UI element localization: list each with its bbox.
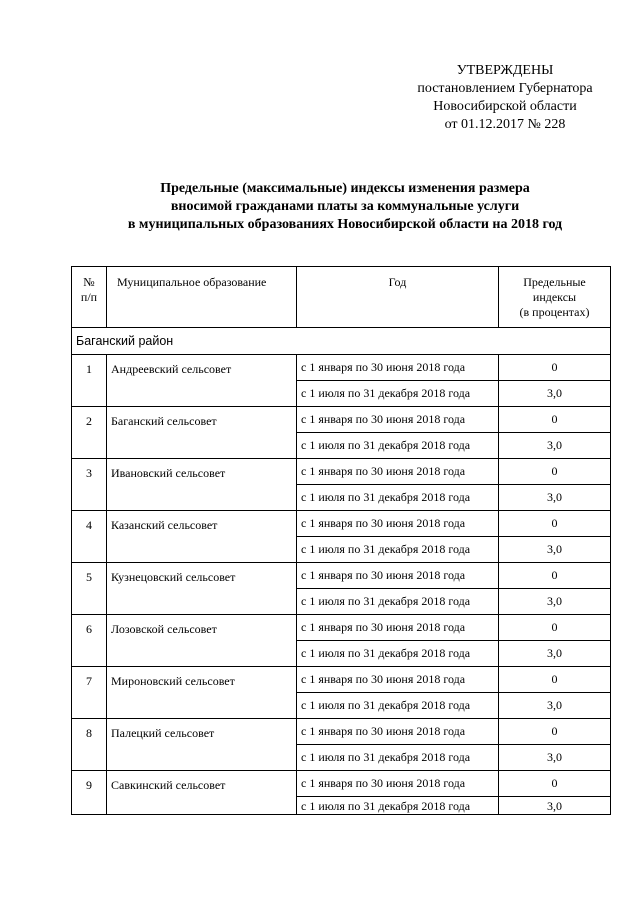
period-first-half: с 1 января по 30 июня 2018 года bbox=[297, 615, 499, 641]
table-row bbox=[72, 615, 611, 641]
municipality-name: Андреевский сельсовет bbox=[107, 355, 297, 407]
municipality-name: Баганский сельсовет bbox=[107, 407, 297, 459]
table-row bbox=[72, 563, 611, 589]
header-number-line-1: № bbox=[83, 275, 95, 289]
district-name: Баганский район bbox=[72, 328, 611, 355]
table-row bbox=[72, 719, 611, 745]
header-number bbox=[72, 267, 107, 328]
municipality-name: Лозовской сельсовет bbox=[107, 615, 297, 667]
approval-heading: УТВЕРЖДЕНЫ bbox=[456, 63, 554, 78]
municipality-name: Палецкий сельсовет bbox=[107, 719, 297, 771]
index-second-half: 3,0 bbox=[499, 381, 611, 407]
index-first-half: 0 bbox=[499, 719, 611, 745]
index-second-half: 3,0 bbox=[499, 641, 611, 667]
index-second-half: 3,0 bbox=[499, 589, 611, 615]
period-first-half: с 1 января по 30 июня 2018 года bbox=[297, 355, 499, 381]
row-number: 7 bbox=[72, 667, 107, 719]
district-row bbox=[72, 328, 611, 355]
period-second-half: с 1 июля по 31 декабря 2018 года bbox=[297, 381, 499, 407]
header-year: Год bbox=[297, 267, 499, 328]
period-second-half: с 1 июля по 31 декабря 2018 года bbox=[297, 797, 499, 815]
table-row bbox=[72, 771, 611, 797]
index-first-half: 0 bbox=[499, 563, 611, 589]
table-row bbox=[72, 459, 611, 485]
document-title bbox=[60, 180, 630, 234]
row-number: 1 bbox=[72, 355, 107, 407]
header-index-line-1: Предельные bbox=[523, 275, 586, 289]
period-first-half: с 1 января по 30 июня 2018 года bbox=[297, 407, 499, 433]
approval-stamp bbox=[400, 62, 610, 134]
row-number: 2 bbox=[72, 407, 107, 459]
index-second-half: 3,0 bbox=[499, 537, 611, 563]
row-number: 3 bbox=[72, 459, 107, 511]
index-second-half: 3,0 bbox=[499, 693, 611, 719]
header-number-line-2: п/п bbox=[80, 290, 98, 304]
municipality-name: Мироновский сельсовет bbox=[107, 667, 297, 719]
period-second-half: с 1 июля по 31 декабря 2018 года bbox=[297, 745, 499, 771]
row-number: 9 bbox=[72, 771, 107, 815]
approval-decree: постановлением Губернатора bbox=[417, 81, 593, 96]
approval-region: Новосибирской области bbox=[433, 99, 577, 114]
index-first-half: 0 bbox=[499, 511, 611, 537]
period-second-half: с 1 июля по 31 декабря 2018 года bbox=[297, 589, 499, 615]
header-municipality: Муниципальное образование bbox=[107, 267, 297, 328]
period-first-half: с 1 января по 30 июня 2018 года bbox=[297, 459, 499, 485]
row-number: 4 bbox=[72, 511, 107, 563]
index-first-half: 0 bbox=[499, 459, 611, 485]
row-number: 5 bbox=[72, 563, 107, 615]
municipality-name: Савкинский сельсовет bbox=[107, 771, 297, 815]
title-line-3: в муниципальных образованиях Новосибирской области на 2018 год bbox=[127, 217, 563, 232]
table-row bbox=[72, 407, 611, 433]
period-first-half: с 1 января по 30 июня 2018 года bbox=[297, 771, 499, 797]
indices-table bbox=[71, 266, 611, 815]
title-line-2: вносимой гражданами платы за коммунальные услуги bbox=[170, 199, 520, 214]
approval-date-number: от 01.12.2017 № 228 bbox=[444, 117, 566, 132]
period-second-half: с 1 июля по 31 декабря 2018 года bbox=[297, 537, 499, 563]
index-second-half: 3,0 bbox=[499, 797, 611, 815]
table-row bbox=[72, 511, 611, 537]
period-second-half: с 1 июля по 31 декабря 2018 года bbox=[297, 693, 499, 719]
index-first-half: 0 bbox=[499, 771, 611, 797]
table-row bbox=[72, 667, 611, 693]
period-first-half: с 1 января по 30 июня 2018 года bbox=[297, 563, 499, 589]
index-first-half: 0 bbox=[499, 355, 611, 381]
index-second-half: 3,0 bbox=[499, 433, 611, 459]
period-second-half: с 1 июля по 31 декабря 2018 года bbox=[297, 641, 499, 667]
period-first-half: с 1 января по 30 июня 2018 года bbox=[297, 511, 499, 537]
index-first-half: 0 bbox=[499, 615, 611, 641]
row-number: 6 bbox=[72, 615, 107, 667]
header-index-line-2: индексы bbox=[532, 290, 577, 304]
header-index-line-3: (в процентах) bbox=[519, 305, 590, 319]
index-first-half: 0 bbox=[499, 407, 611, 433]
table-row bbox=[72, 355, 611, 381]
municipality-name: Кузнецовский сельсовет bbox=[107, 563, 297, 615]
municipality-name: Ивановский сельсовет bbox=[107, 459, 297, 511]
header-index bbox=[499, 267, 611, 328]
title-line-1: Предельные (максимальные) индексы изменения размера bbox=[160, 181, 530, 196]
index-second-half: 3,0 bbox=[499, 485, 611, 511]
period-first-half: с 1 января по 30 июня 2018 года bbox=[297, 719, 499, 745]
municipality-name: Казанский сельсовет bbox=[107, 511, 297, 563]
index-second-half: 3,0 bbox=[499, 745, 611, 771]
period-second-half: с 1 июля по 31 декабря 2018 года bbox=[297, 485, 499, 511]
table-header-row bbox=[72, 267, 611, 328]
row-number: 8 bbox=[72, 719, 107, 771]
period-first-half: с 1 января по 30 июня 2018 года bbox=[297, 667, 499, 693]
index-first-half: 0 bbox=[499, 667, 611, 693]
period-second-half: с 1 июля по 31 декабря 2018 года bbox=[297, 433, 499, 459]
